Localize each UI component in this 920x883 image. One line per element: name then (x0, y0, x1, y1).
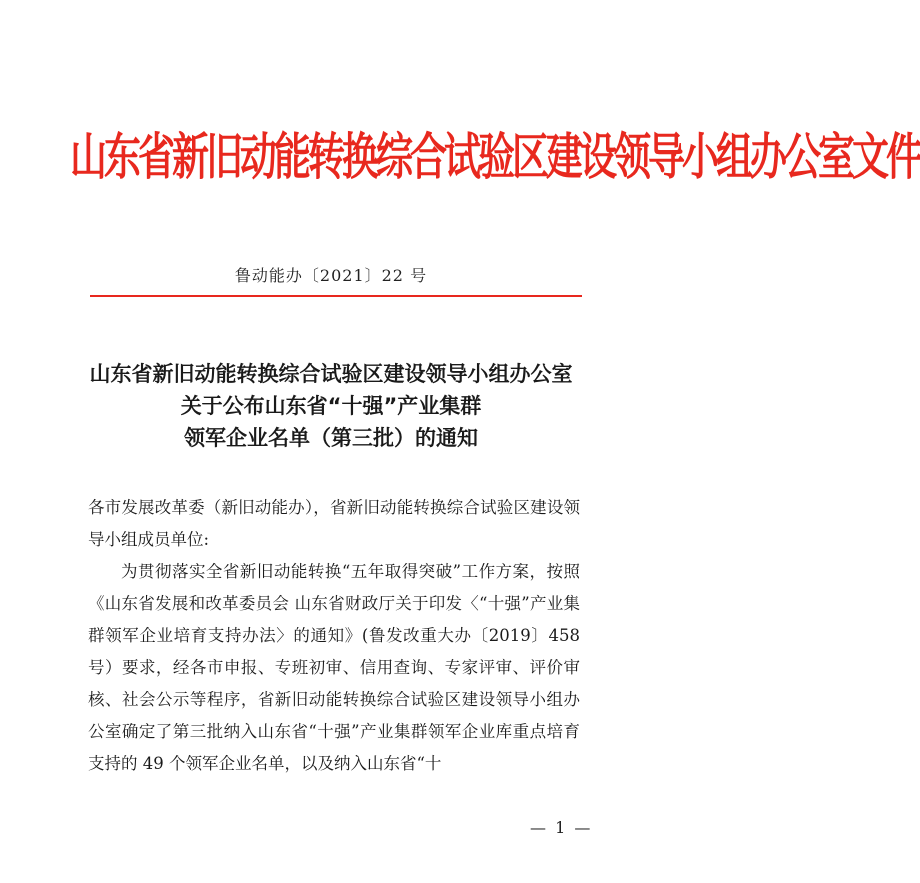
title-line-3: 领军企业名单（第三批）的通知 (184, 426, 478, 450)
body-paragraph-1: 为贯彻落实全省新旧动能转换“五年取得突破”工作方案，按照《山东省发展和改革委员会 山东省财政厅关于印发〈“十强”产业集群领军企业培育支持办法〉的通知》(鲁发改重大办〔2019〕458 号）要求，经各市申报、专班初审、信用查询、专家评审、评价审核、社会公示等程序，省新旧动能转换综合试验区建设领导小组办公室确定了第三批纳入山东省“十强”产业集群领军企业库重点培育支持的 49 个领军企业名单，以及纳入山东省“十 (88, 562, 580, 773)
document-number: 鲁动能办〔2021〕22 号 (234, 266, 428, 285)
red-divider-line (90, 295, 582, 297)
title-line-1: 山东省新旧动能转换综合试验区建设领导小组办公室 (89, 362, 573, 386)
title-line-2: 关于公布山东省“十强”产业集群 (180, 394, 482, 418)
body-content (88, 492, 580, 780)
notice-title (60, 358, 602, 454)
salutation: 各市发展改革委（新旧动能办），省新旧动能转换综合试验区建设领导小组成员单位: (88, 498, 580, 549)
page-number: — 1 — (530, 818, 593, 837)
masthead-title: 山东省新旧动能转换综合试验区建设领导小组办公室文件 (70, 128, 920, 187)
